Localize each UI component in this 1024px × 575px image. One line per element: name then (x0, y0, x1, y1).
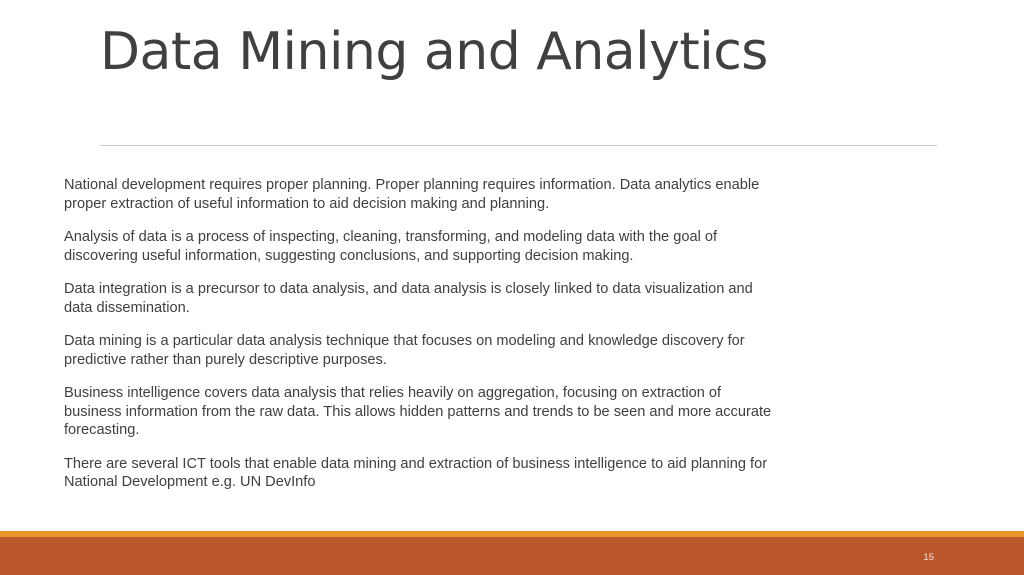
title-divider (100, 145, 937, 146)
body-paragraph: Data integration is a precursor to data analysis, and data analysis is closely linked to data visualization and data dissemination. (64, 281, 753, 316)
slide-body (64, 176, 774, 507)
body-paragraph: National development requires proper planning. Proper planning requires information. Data analytics enable proper extraction of useful information to aid decision making and planning. (64, 177, 760, 212)
footer-bar (0, 537, 1024, 575)
body-paragraph: There are several ICT tools that enable data mining and extraction of business intelligence to aid planning for National Development e.g. UN DevInfo (64, 455, 768, 490)
body-paragraph: Business intelligence covers data analysis that relies heavily on aggregation, focusing on extraction of business information from the raw data. This allows hidden patterns and trends to be seen and more accurate forecasting. (64, 385, 772, 438)
slide-title: Data Mining and Analytics (100, 22, 768, 82)
body-paragraph: Data mining is a particular data analysis technique that focuses on modeling and knowledge discovery for predictive rather than purely descriptive purposes. (64, 333, 745, 368)
slide-number: 15 (923, 552, 934, 563)
body-paragraph: Analysis of data is a process of inspecting, cleaning, transforming, and modeling data with the goal of discovering useful information, suggesting conclusions, and supporting decision making. (64, 229, 718, 264)
